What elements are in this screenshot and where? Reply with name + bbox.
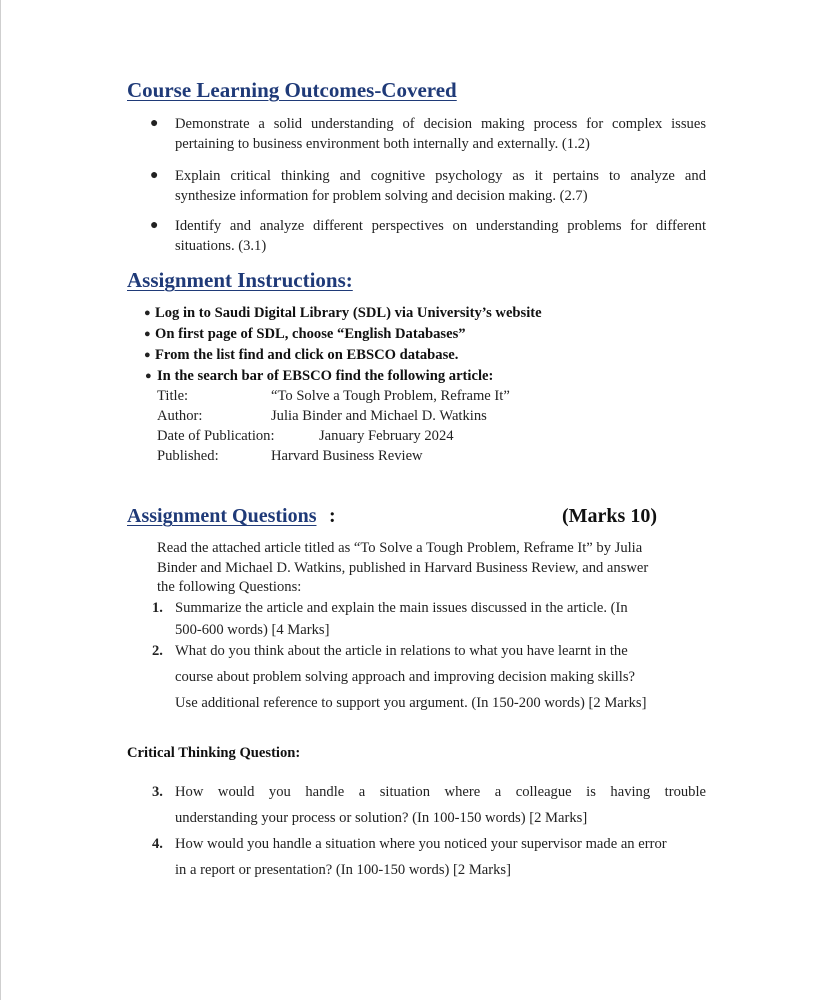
question-number: 2. (152, 643, 163, 659)
date-label: Date of Publication: (157, 428, 275, 444)
question-line: course about problem solving approach and improving decision making skills? (175, 669, 636, 685)
question-number: 3. (152, 784, 163, 800)
question-line: How would you handle a situation where a colleague is having trouble (175, 784, 706, 800)
question-line: 500-600 words) [4 Marks] (175, 622, 330, 638)
outcome-line: situations. (3.1) (175, 238, 267, 254)
article-title: “To Solve a Tough Problem, Reframe It” (271, 388, 510, 404)
bullet-icon: ● (150, 116, 159, 131)
instruction-step: From the list find and click on EBSCO database. (155, 347, 459, 363)
question-line: Use additional reference to support you argument. (In 150-200 words) [2 Marks] (175, 695, 647, 711)
outcome-line: Demonstrate a solid understanding of decision making process for complex issues (175, 116, 706, 132)
author-label: Author: (157, 408, 203, 424)
outcomes-heading: Course Learning Outcomes-Covered (127, 78, 457, 102)
article-publisher: Harvard Business Review (271, 448, 423, 464)
bullet-icon: ● (144, 307, 151, 319)
outcome-line: synthesize information for problem solving and decision making. (2.7) (175, 188, 588, 204)
question-number: 4. (152, 836, 163, 852)
critical-heading: Critical Thinking Question: (127, 745, 301, 761)
intro-line: the following Questions: (157, 579, 302, 595)
outcome-line: Identify and analyze different perspectives on understanding problems for different (175, 218, 706, 234)
questions-heading-colon: : (329, 505, 336, 527)
title-label: Title: (157, 388, 189, 404)
page-edge (0, 0, 1, 1000)
instruction-step: Log in to Saudi Digital Library (SDL) via University’s website (155, 305, 542, 321)
instruction-step: On first page of SDL, choose “English Databases” (155, 326, 466, 342)
question-line: Summarize the article and explain the main issues discussed in the article. (In (175, 600, 628, 616)
instructions-heading: Assignment Instructions: (127, 268, 353, 292)
question-number: 1. (152, 600, 163, 616)
questions-heading: Assignment Questions (127, 505, 317, 527)
bullet-icon: ● (144, 349, 151, 361)
instruction-step: In the search bar of EBSCO find the following article: (157, 368, 494, 384)
question-line: understanding your process or solution? (In 100-150 words) [2 Marks] (175, 810, 588, 826)
outcome-line: Explain critical thinking and cognitive psychology as it pertains to analyze and (175, 168, 706, 184)
intro-line: Read the attached article titled as “To Solve a Tough Problem, Reframe It” by Julia (157, 540, 643, 556)
article-date: January February 2024 (319, 428, 454, 444)
question-line: What do you think about the article in relations to what you have learnt in the (175, 643, 628, 659)
bullet-icon: ● (145, 370, 152, 382)
question-line: in a report or presentation? (In 100-150 words) [2 Marks] (175, 862, 511, 878)
outcome-line: pertaining to business environment both internally and externally. (1.2) (175, 136, 590, 152)
intro-line: Binder and Michael D. Watkins, published in Harvard Business Review, and answer (157, 560, 649, 576)
bullet-icon: ● (144, 328, 151, 340)
article-author: Julia Binder and Michael D. Watkins (271, 408, 487, 424)
bullet-icon: ● (150, 168, 159, 183)
published-label: Published: (157, 448, 219, 464)
marks-total: (Marks 10) (562, 505, 657, 527)
question-line: How would you handle a situation where you noticed your supervisor made an error (175, 836, 667, 852)
bullet-icon: ● (150, 218, 159, 233)
